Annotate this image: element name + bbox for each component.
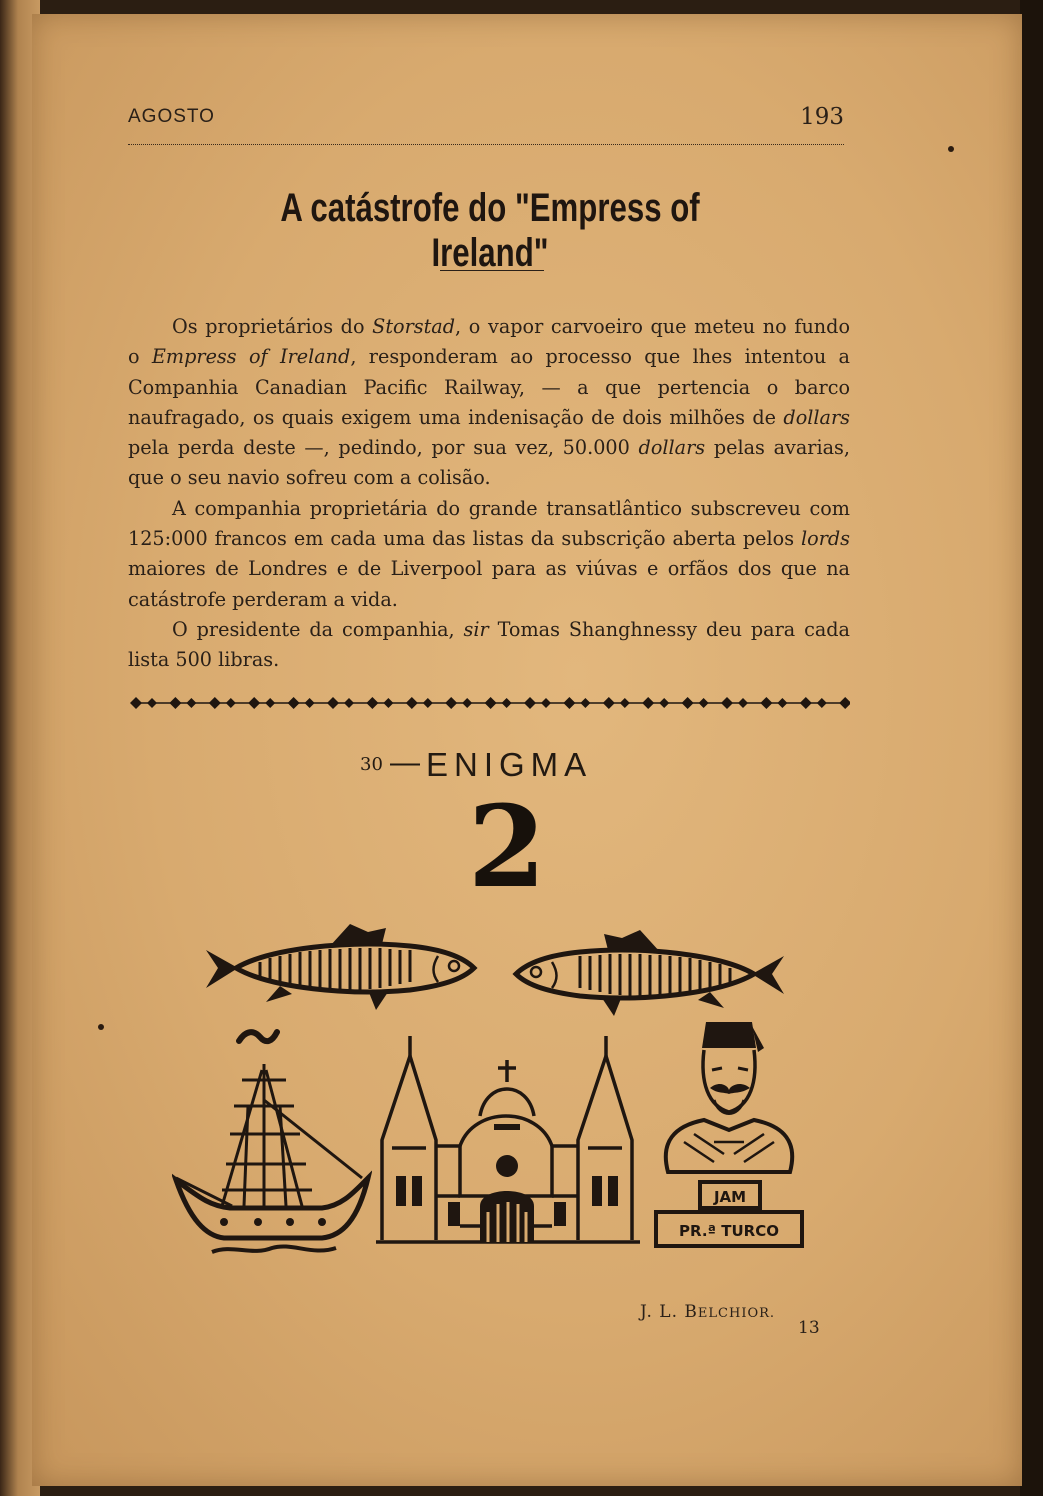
italic-run: sir	[463, 617, 489, 641]
bust-plaque-top: JAM	[713, 1188, 747, 1206]
article-body	[128, 312, 850, 676]
enigma-heading	[360, 746, 680, 786]
signature	[640, 1302, 775, 1322]
enigma-number: 30	[360, 754, 383, 775]
bust-icon	[654, 1022, 814, 1254]
italic-run: Empress of Ireland	[151, 345, 351, 369]
tilde-icon	[236, 1026, 280, 1048]
title-rule	[440, 270, 544, 271]
article-title: A catástrofe do "Empress of Ireland"	[280, 186, 700, 275]
diamond-ornament-icon	[130, 696, 850, 710]
church-icon	[374, 1036, 642, 1256]
signature-initials: J. L. B	[640, 1302, 698, 1322]
signature-mark: 13	[798, 1318, 820, 1338]
text-run: pela perda deste —, pedindo, por sua vez, 50.000	[128, 436, 639, 460]
running-head: AGOSTO	[128, 106, 215, 127]
running-header	[128, 104, 844, 145]
text-run: , responderam ao processo que lhes intentou a Companhia Canadian Pacific Railway, — a que pertencia o barco naufragado, os quais exigem uma indenisação de dois milhões de	[128, 345, 850, 429]
page-edge	[1020, 0, 1043, 1496]
article-paragraph	[128, 494, 850, 615]
text-run: Tomas Shanghnessy deu para cada lista 500 libras.	[128, 617, 850, 672]
text-run: O presidente da companhia,	[172, 617, 464, 641]
italic-run: dollars	[638, 436, 706, 460]
text-run: Os proprietários do	[172, 315, 373, 338]
ink-speck	[948, 146, 954, 152]
article-paragraph	[128, 312, 850, 494]
italic-run: Storstad	[372, 315, 456, 338]
enigma-label: ENIGMA	[426, 746, 593, 783]
fish-icon	[200, 918, 480, 1014]
signature-name: ELCHIOR.	[697, 1306, 776, 1321]
text-run: pelas avarias, que o seu navio sofreu com a colisão.	[128, 436, 851, 490]
article-paragraph	[128, 615, 850, 676]
text-run: A companhia proprietária do grande transatlântico subscreveu com 125:000 francos em cada uma das listas da subscrição aberta pelos	[128, 496, 850, 551]
enigma-digit: 2	[468, 782, 546, 913]
italic-run: lords	[801, 527, 850, 551]
enigma-dash: —	[390, 746, 420, 779]
text-run: maiores de Londres e de Liverpool para as viúvas e orfãos dos que na catástrofe perderam a vida.	[128, 557, 850, 611]
ink-speck	[98, 1024, 104, 1030]
ship-icon	[172, 1060, 372, 1264]
page-number: 193	[800, 104, 844, 130]
text-run: , o vapor carvoeiro que meteu no fundo o	[128, 315, 850, 369]
bust-plaque-bottom: PR.ª TURCO	[679, 1222, 779, 1240]
italic-run: dollars	[783, 405, 850, 429]
fish-icon	[510, 924, 790, 1020]
